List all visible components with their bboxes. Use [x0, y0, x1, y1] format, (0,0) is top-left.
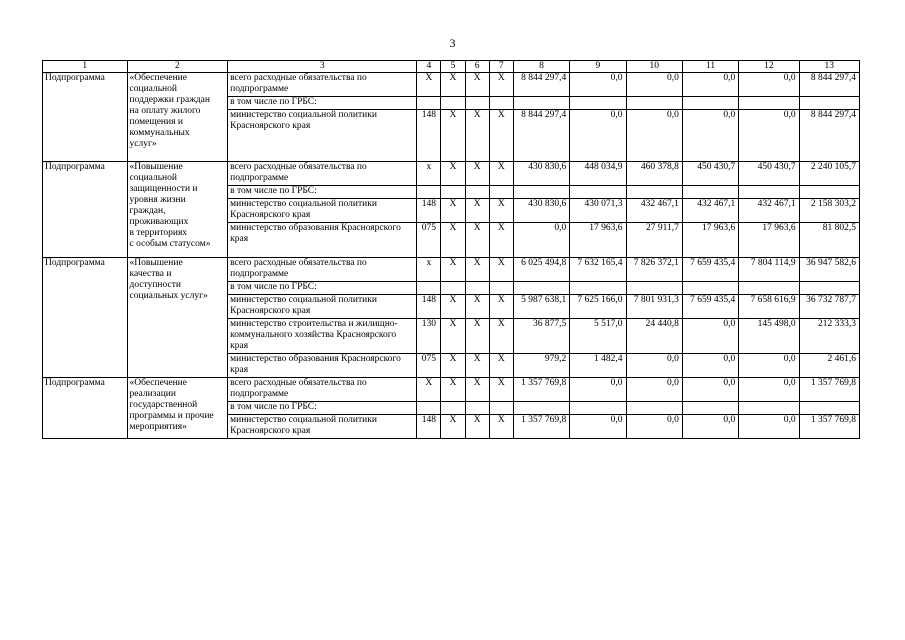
- value-cell-13: 36 947 582,6: [799, 258, 859, 282]
- code-cell: Х: [489, 73, 513, 97]
- value-cell-12: 0,0: [739, 110, 799, 162]
- value-cell-8: 979,2: [513, 354, 569, 378]
- column-header-6: 6: [465, 61, 489, 73]
- value-cell-13: 2 461,6: [799, 354, 859, 378]
- value-cell-10: 0,0: [626, 378, 682, 402]
- value-cell-11: 0,0: [682, 110, 738, 162]
- code-cell: Х: [465, 73, 489, 97]
- value-cell-11: 432 467,1: [682, 199, 738, 223]
- code-cell: Х: [441, 162, 465, 186]
- value-cell-10: [626, 282, 682, 295]
- code-cell: 148: [417, 295, 441, 319]
- value-cell-9: 0,0: [570, 415, 626, 439]
- value-cell-12: [739, 97, 799, 110]
- code-cell: Х: [441, 258, 465, 282]
- column-header-5: 5: [441, 61, 465, 73]
- value-cell-10: 460 378,8: [626, 162, 682, 186]
- value-cell-11: 0,0: [682, 354, 738, 378]
- value-cell-12: 145 498,0: [739, 319, 799, 354]
- code-cell: 148: [417, 110, 441, 162]
- row-description: министерство образования Красноярского края: [228, 354, 417, 378]
- value-cell-11: [682, 97, 738, 110]
- value-cell-11: 7 659 435,4: [682, 258, 738, 282]
- code-cell: Х: [489, 354, 513, 378]
- subprogram-name-line: «Обеспечение: [129, 378, 187, 388]
- value-cell-12: 0,0: [739, 378, 799, 402]
- code-cell: Х: [441, 73, 465, 97]
- row-description: министерство социальной политики Красноярского края: [228, 199, 417, 223]
- subprogram-name-line: «Обеспечение: [129, 73, 187, 83]
- subprogram-type: Подпрограмма: [43, 162, 128, 258]
- value-cell-13: 81 802,5: [799, 223, 859, 258]
- value-cell-8: [513, 282, 569, 295]
- value-cell-9: [570, 186, 626, 199]
- column-header-4: 4: [417, 61, 441, 73]
- value-cell-8: 5 987 638,1: [513, 295, 569, 319]
- value-cell-11: 0,0: [682, 319, 738, 354]
- subprogram-name-line: социальной: [129, 84, 177, 94]
- value-cell-8: 6 025 494,8: [513, 258, 569, 282]
- code-cell: х: [417, 258, 441, 282]
- value-cell-13: 2 240 105,7: [799, 162, 859, 186]
- code-cell: [417, 186, 441, 199]
- value-cell-8: 36 877,5: [513, 319, 569, 354]
- code-cell: 130: [417, 319, 441, 354]
- value-cell-12: [739, 186, 799, 199]
- subprogram-name-line: помещения и: [129, 117, 183, 127]
- value-cell-10: 27 911,7: [626, 223, 682, 258]
- value-cell-12: [739, 282, 799, 295]
- value-cell-13: [799, 402, 859, 415]
- code-cell: [441, 186, 465, 199]
- value-cell-11: [682, 186, 738, 199]
- value-cell-10: 7 826 372,1: [626, 258, 682, 282]
- value-cell-10: 24 440,8: [626, 319, 682, 354]
- budget-table: [42, 60, 860, 439]
- value-cell-10: 0,0: [626, 73, 682, 97]
- value-cell-12: 0,0: [739, 415, 799, 439]
- code-cell: Х: [465, 415, 489, 439]
- code-cell: Х: [441, 415, 465, 439]
- value-cell-8: 0,0: [513, 223, 569, 258]
- value-cell-9: 448 034,9: [570, 162, 626, 186]
- column-header-11: 11: [682, 61, 738, 73]
- code-cell: [417, 282, 441, 295]
- value-cell-11: 0,0: [682, 73, 738, 97]
- value-cell-8: [513, 402, 569, 415]
- subprogram-name-line: защищенности и: [129, 184, 198, 194]
- code-cell: [465, 282, 489, 295]
- value-cell-8: 8 844 297,4: [513, 73, 569, 97]
- value-cell-13: 8 844 297,4: [799, 73, 859, 97]
- column-header-9: 9: [570, 61, 626, 73]
- subprogram-name: [127, 378, 228, 439]
- row-description: министерство социальной политики Красноярского края: [228, 110, 417, 162]
- value-cell-13: [799, 282, 859, 295]
- subprogram-name-line: программы и прочие: [129, 411, 214, 421]
- subprogram-name-line: поддержки граждан: [129, 95, 210, 105]
- row-description: всего расходные обязательства по подпрограмме: [228, 258, 417, 282]
- value-cell-13: 1 357 769,8: [799, 415, 859, 439]
- subprogram-name: [127, 73, 228, 162]
- value-cell-13: 1 357 769,8: [799, 378, 859, 402]
- code-cell: [465, 186, 489, 199]
- value-cell-8: 1 357 769,8: [513, 378, 569, 402]
- value-cell-8: [513, 186, 569, 199]
- column-header-10: 10: [626, 61, 682, 73]
- value-cell-10: 0,0: [626, 110, 682, 162]
- code-cell: Х: [465, 258, 489, 282]
- value-cell-12: 17 963,6: [739, 223, 799, 258]
- value-cell-8: 8 844 297,4: [513, 110, 569, 162]
- code-cell: [465, 402, 489, 415]
- code-cell: Х: [465, 354, 489, 378]
- subprogram-name-line: качества и: [129, 269, 172, 279]
- code-cell: Х: [489, 258, 513, 282]
- value-cell-9: 430 071,3: [570, 199, 626, 223]
- value-cell-12: 7 804 114,9: [739, 258, 799, 282]
- code-cell: Х: [465, 110, 489, 162]
- code-cell: Х: [441, 199, 465, 223]
- value-cell-9: 0,0: [570, 73, 626, 97]
- subprogram-name: [127, 258, 228, 378]
- subprogram-name-line: граждан,: [129, 206, 166, 216]
- value-cell-12: 432 467,1: [739, 199, 799, 223]
- subprogram-name-line: доступности: [129, 280, 181, 290]
- subprogram-name-line: «Повышение: [129, 162, 183, 172]
- page-number: 3: [449, 36, 456, 50]
- value-cell-11: 0,0: [682, 378, 738, 402]
- value-cell-12: 0,0: [739, 354, 799, 378]
- table-row: [43, 258, 860, 282]
- column-header-13: 13: [799, 61, 859, 73]
- row-description: министерство строительства и жилищно-коммунального хозяйства Красноярского края: [228, 319, 417, 354]
- row-description: министерство социальной политики Красноярского края: [228, 415, 417, 439]
- value-cell-11: 7 659 435,4: [682, 295, 738, 319]
- column-header-3: 3: [228, 61, 417, 73]
- code-cell: [441, 97, 465, 110]
- subprogram-name-line: социальной: [129, 173, 177, 183]
- column-header-1: 1: [43, 61, 128, 73]
- table-row: [43, 162, 860, 186]
- subprogram-type: Подпрограмма: [43, 73, 128, 162]
- value-cell-13: [799, 97, 859, 110]
- subprogram-name-line: мероприятия»: [129, 422, 187, 432]
- row-description: министерство образования Красноярского края: [228, 223, 417, 258]
- value-cell-9: [570, 282, 626, 295]
- subprogram-name-line: с особым статусом»: [129, 239, 211, 249]
- code-cell: 075: [417, 354, 441, 378]
- subprogram-name-line: уровня жизни: [129, 195, 186, 205]
- header-row: [43, 61, 860, 73]
- code-cell: [489, 402, 513, 415]
- value-cell-8: [513, 97, 569, 110]
- code-cell: Х: [489, 295, 513, 319]
- row-description: всего расходные обязательства по подпрограмме: [228, 378, 417, 402]
- value-cell-13: 8 844 297,4: [799, 110, 859, 162]
- value-cell-11: 0,0: [682, 415, 738, 439]
- code-cell: Х: [441, 378, 465, 402]
- value-cell-9: 7 625 166,0: [570, 295, 626, 319]
- value-cell-10: 7 801 931,3: [626, 295, 682, 319]
- subprogram-name-line: проживающих: [129, 217, 189, 227]
- code-cell: [417, 402, 441, 415]
- code-cell: [417, 97, 441, 110]
- code-cell: [489, 97, 513, 110]
- subprogram-type: Подпрограмма: [43, 258, 128, 378]
- code-cell: Х: [489, 199, 513, 223]
- code-cell: [465, 97, 489, 110]
- code-cell: Х: [465, 199, 489, 223]
- value-cell-12: 450 430,7: [739, 162, 799, 186]
- code-cell: [441, 402, 465, 415]
- column-header-7: 7: [489, 61, 513, 73]
- code-cell: [489, 282, 513, 295]
- value-cell-12: 0,0: [739, 73, 799, 97]
- value-cell-9: [570, 97, 626, 110]
- code-cell: Х: [417, 378, 441, 402]
- code-cell: Х: [465, 295, 489, 319]
- code-cell: Х: [465, 223, 489, 258]
- subprogram-name-line: «Повышение: [129, 258, 183, 268]
- code-cell: Х: [465, 319, 489, 354]
- code-cell: [489, 186, 513, 199]
- code-cell: Х: [489, 415, 513, 439]
- value-cell-11: 17 963,6: [682, 223, 738, 258]
- table-row: [43, 73, 860, 97]
- value-cell-10: 0,0: [626, 354, 682, 378]
- code-cell: [441, 282, 465, 295]
- row-description: министерство социальной политики Красноярского края: [228, 295, 417, 319]
- code-cell: 148: [417, 199, 441, 223]
- code-cell: Х: [441, 295, 465, 319]
- value-cell-8: 430 830,6: [513, 162, 569, 186]
- code-cell: Х: [465, 378, 489, 402]
- subprogram-type: Подпрограмма: [43, 378, 128, 439]
- value-cell-13: 2 158 303,2: [799, 199, 859, 223]
- subprogram-name-line: государственной: [129, 400, 198, 410]
- subprogram-name-line: коммунальных: [129, 128, 190, 138]
- code-cell: Х: [417, 73, 441, 97]
- subprogram-name-line: социальных услуг»: [129, 291, 208, 301]
- value-cell-9: 7 632 165,4: [570, 258, 626, 282]
- subprogram-name: [127, 162, 228, 258]
- value-cell-9: 1 482,4: [570, 354, 626, 378]
- value-cell-10: 432 467,1: [626, 199, 682, 223]
- code-cell: 075: [417, 223, 441, 258]
- column-header-12: 12: [739, 61, 799, 73]
- value-cell-9: 17 963,6: [570, 223, 626, 258]
- subprogram-name-line: на оплату жилого: [129, 106, 201, 116]
- value-cell-10: 0,0: [626, 415, 682, 439]
- table-row: [43, 378, 860, 402]
- column-header-8: 8: [513, 61, 569, 73]
- row-description: всего расходные обязательства по подпрограмме: [228, 73, 417, 97]
- value-cell-9: 5 517,0: [570, 319, 626, 354]
- value-cell-9: 0,0: [570, 378, 626, 402]
- row-description: всего расходные обязательства по подпрограмме: [228, 162, 417, 186]
- row-description: в том числе по ГРБС:: [228, 97, 417, 110]
- value-cell-13: 36 732 787,7: [799, 295, 859, 319]
- value-cell-11: 450 430,7: [682, 162, 738, 186]
- code-cell: 148: [417, 415, 441, 439]
- value-cell-10: [626, 186, 682, 199]
- value-cell-9: [570, 402, 626, 415]
- row-description: в том числе по ГРБС:: [228, 402, 417, 415]
- code-cell: Х: [441, 110, 465, 162]
- code-cell: Х: [489, 223, 513, 258]
- value-cell-9: 0,0: [570, 110, 626, 162]
- value-cell-12: 7 658 616,9: [739, 295, 799, 319]
- column-header-2: 2: [127, 61, 228, 73]
- row-description: в том числе по ГРБС:: [228, 282, 417, 295]
- code-cell: Х: [465, 162, 489, 186]
- code-cell: Х: [489, 319, 513, 354]
- subprogram-name-line: услуг»: [129, 139, 157, 149]
- value-cell-10: [626, 97, 682, 110]
- code-cell: Х: [489, 378, 513, 402]
- code-cell: Х: [489, 110, 513, 162]
- subprogram-name-line: в территориях: [129, 228, 188, 238]
- value-cell-8: 1 357 769,8: [513, 415, 569, 439]
- code-cell: Х: [441, 319, 465, 354]
- value-cell-11: [682, 282, 738, 295]
- subprogram-name-line: реализации: [129, 389, 176, 399]
- value-cell-13: [799, 186, 859, 199]
- code-cell: Х: [489, 162, 513, 186]
- value-cell-11: [682, 402, 738, 415]
- value-cell-8: 430 830,6: [513, 199, 569, 223]
- value-cell-10: [626, 402, 682, 415]
- value-cell-12: [739, 402, 799, 415]
- value-cell-13: 212 333,3: [799, 319, 859, 354]
- code-cell: Х: [441, 223, 465, 258]
- code-cell: х: [417, 162, 441, 186]
- row-description: в том числе по ГРБС:: [228, 186, 417, 199]
- code-cell: Х: [441, 354, 465, 378]
